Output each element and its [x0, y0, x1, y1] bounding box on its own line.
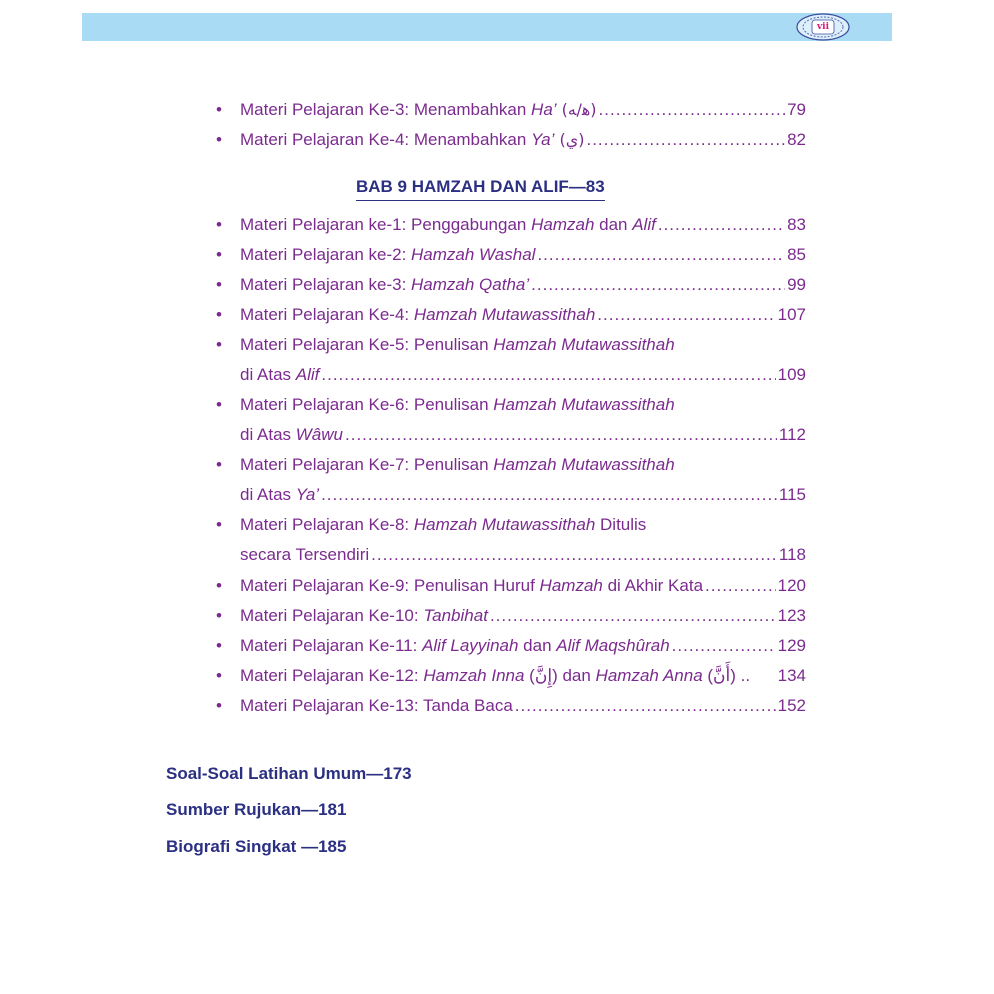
- bullet: •: [216, 245, 222, 264]
- entry-title: Materi Pelajaran Ke-8:: [240, 515, 414, 534]
- entry-title-italic: Alif Layyinah: [422, 636, 519, 655]
- entry-title: Ditulis: [595, 515, 647, 534]
- entry-title: Materi Pelajaran Ke-10:: [240, 606, 424, 625]
- bullet: •: [216, 515, 222, 534]
- entry-title-italic: Alif: [295, 365, 320, 384]
- entry-title: Materi Pelajaran Ke-7: Penulisan: [240, 455, 494, 474]
- entry-page: 85: [787, 245, 806, 264]
- entry-page: 99: [787, 275, 806, 294]
- entry-title-italic: Hamzah Mutawassithah: [413, 515, 596, 534]
- toc-entry: [214, 240, 806, 270]
- entry-title-italic: Hamzah Mutawassithah: [413, 305, 596, 324]
- bullet: •: [216, 455, 222, 474]
- leader-dots: [490, 601, 776, 631]
- end-section-biography: Biografi Singkat —185: [166, 837, 347, 856]
- bullet: •: [216, 696, 222, 715]
- toc-entry: [214, 510, 806, 570]
- bullet: •: [216, 636, 222, 655]
- toc-entry: [214, 661, 806, 691]
- entry-page: 152: [777, 696, 806, 715]
- toc-entry: [214, 691, 806, 721]
- entry-title-italic: Wâwu: [295, 425, 343, 444]
- entry-title-italic: Ya’: [531, 130, 555, 149]
- end-section-references: Sumber Rujukan—181: [166, 800, 347, 819]
- toc-entry: [214, 390, 806, 450]
- entry-title: Materi Pelajaran Ke-5: Penulisan: [240, 335, 494, 354]
- leader-dots: [599, 95, 786, 125]
- bullet: •: [216, 215, 222, 234]
- entry-title: Materi Pelajaran Ke-12:: [240, 666, 424, 685]
- bullet: •: [216, 335, 222, 354]
- entry-title: di Atas: [240, 485, 296, 504]
- entry-title: di Atas: [240, 425, 296, 444]
- entry-title: dan: [518, 636, 557, 655]
- toc-entry: [214, 601, 806, 631]
- toc-entry: [214, 300, 806, 330]
- entry-title: Materi Pelajaran Ke-6: Penulisan: [240, 395, 494, 414]
- entry-page: 115: [778, 485, 806, 504]
- toc-entry: [214, 330, 806, 390]
- leader-dots: [321, 360, 775, 390]
- entry-title-italic: Alif: [632, 215, 656, 234]
- entry-title: dan: [594, 215, 633, 234]
- leader-dots: [672, 631, 776, 661]
- bullet: •: [216, 100, 222, 119]
- entry-title: Materi Pelajaran Ke-4: Menambahkan: [240, 130, 532, 149]
- leader-dots: [321, 480, 777, 510]
- entry-title-italic: Hamzah: [531, 215, 595, 234]
- entry-title: Materi Pelajaran Ke-11:: [240, 636, 423, 655]
- entry-page: 109: [777, 365, 806, 384]
- entry-title: Materi Pelajaran ke-3:: [240, 275, 412, 294]
- entry-title-italic: Hamzah Mutawassithah: [493, 395, 675, 414]
- entry-title-italic: Ya’: [295, 485, 320, 504]
- chapter-heading: BAB 9 HAMZAH DAN ALIF—83: [356, 174, 605, 201]
- entry-page: 118: [778, 545, 806, 564]
- entry-title-italic: Hamzah: [539, 576, 603, 595]
- leader-dots: [586, 125, 785, 155]
- entry-page: 112: [778, 425, 806, 444]
- entry-title: (إِنَّ) dan: [524, 666, 596, 685]
- entry-page: 107: [777, 305, 806, 324]
- leader-dots: [345, 420, 777, 450]
- toc-entry: [214, 571, 806, 601]
- bullet: •: [216, 606, 222, 625]
- entry-title-italic: Hamzah Inna: [423, 666, 525, 685]
- entry-title-italic: Ha’: [531, 100, 557, 119]
- bullet: •: [216, 666, 222, 685]
- toc-entry: [214, 270, 806, 300]
- toc-entry: [214, 125, 806, 155]
- entry-title-italic: Alif Maqshûrah: [556, 636, 670, 655]
- entry-title-italic: Hamzah Washal: [411, 245, 536, 264]
- entry-page: 79: [787, 100, 806, 119]
- entry-title: di Akhir Kata: [602, 576, 704, 595]
- entry-page: 120: [777, 576, 806, 595]
- entry-title: di Atas: [240, 365, 296, 384]
- page-number-ornament: [795, 12, 851, 42]
- bullet: •: [216, 576, 222, 595]
- entry-title-italic: Hamzah Qatha’: [411, 275, 530, 294]
- entry-arabic: (ي): [554, 130, 585, 149]
- header-band: [82, 13, 892, 41]
- entry-page: 82: [787, 130, 806, 149]
- entry-title: Materi Pelajaran Ke-9: Penulisan Huruf: [240, 576, 540, 595]
- leader-dots: [658, 210, 785, 240]
- entry-page: 123: [777, 606, 806, 625]
- entry-title-italic: Tanbihat: [423, 606, 488, 625]
- leader-dots: [705, 571, 776, 601]
- bullet: •: [216, 275, 222, 294]
- entry-title-italic: Hamzah Mutawassithah: [493, 335, 675, 354]
- toc-entry: [214, 631, 806, 661]
- entry-title: Materi Pelajaran Ke-3: Menambahkan: [240, 100, 532, 119]
- entry-title: Materi Pelajaran Ke-13: Tanda Baca: [240, 696, 513, 715]
- entry-title: (أَنَّ) ..: [702, 666, 751, 685]
- leader-dots: [537, 240, 785, 270]
- toc-entry: [214, 95, 806, 125]
- leader-dots: [371, 540, 777, 570]
- entry-title: Materi Pelajaran ke-1: Penggabungan: [240, 215, 532, 234]
- end-section-exercises: Soal-Soal Latihan Umum—173: [166, 764, 412, 783]
- entry-page: 83: [787, 215, 806, 234]
- leader-dots: [515, 691, 776, 721]
- bullet: •: [216, 395, 222, 414]
- toc-entry: [214, 450, 806, 510]
- entry-title: secara Tersendiri: [240, 545, 370, 564]
- entry-title: Materi Pelajaran Ke-4:: [240, 305, 414, 324]
- toc-entry: [214, 210, 806, 240]
- bullet: •: [216, 130, 222, 149]
- entry-page: 134: [777, 666, 806, 685]
- entry-title: Materi Pelajaran ke-2:: [240, 245, 412, 264]
- entry-arabic: (ﻫ/ﻪ): [556, 100, 597, 119]
- leader-dots: [597, 300, 775, 330]
- entry-title-italic: Hamzah Mutawassithah: [493, 455, 675, 474]
- entry-page: 129: [777, 636, 806, 655]
- leader-dots: [531, 270, 785, 300]
- page-number: vii: [816, 22, 830, 32]
- bullet: •: [216, 305, 222, 324]
- entry-title-italic: Hamzah Anna: [595, 666, 703, 685]
